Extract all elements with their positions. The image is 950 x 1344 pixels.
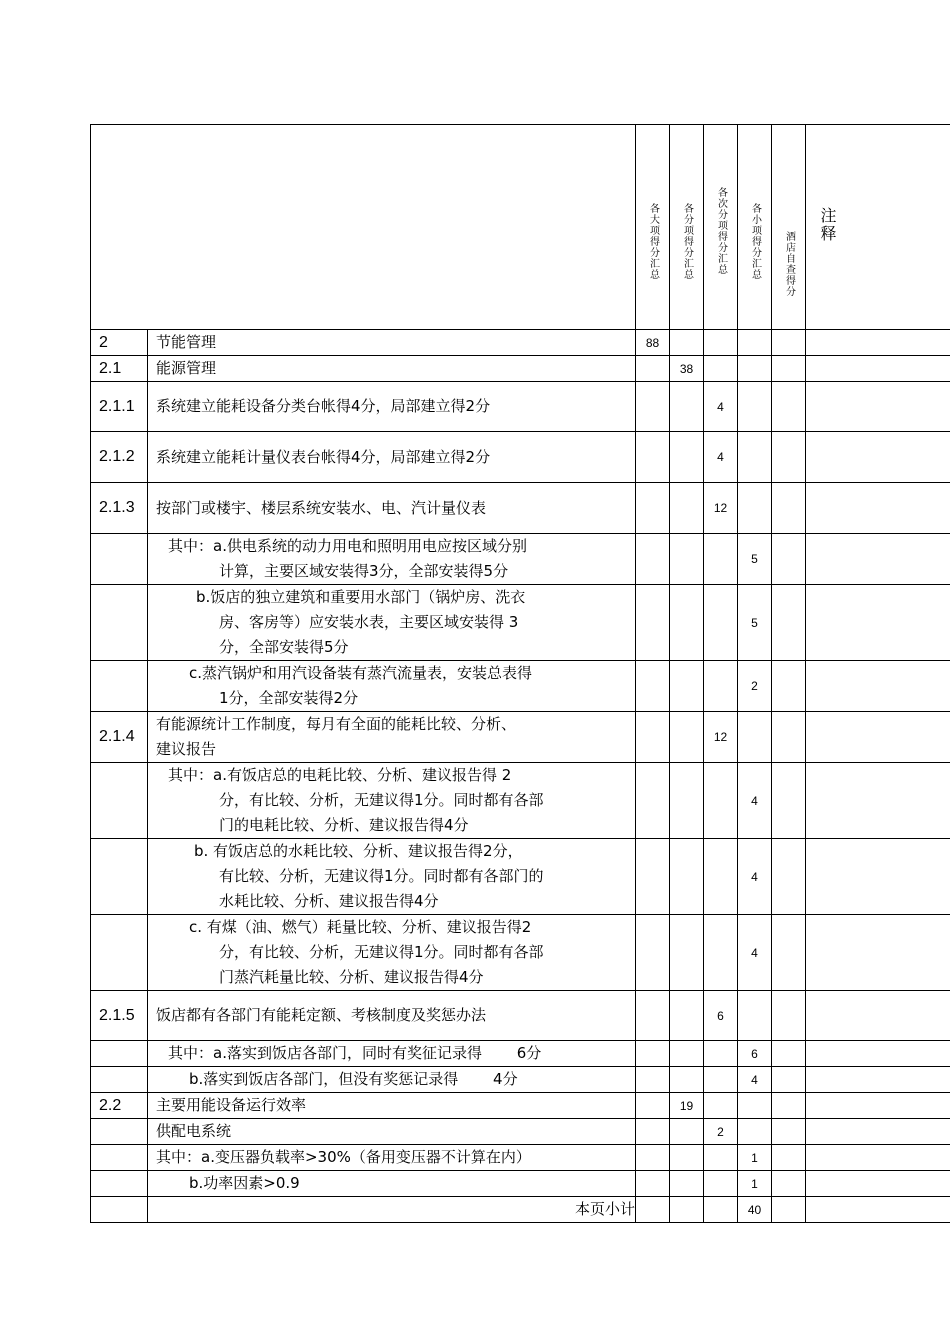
item-text: c. 有煤（油、燃气）耗量比较、分析、建议报告得2 分，有比较、分析，无建议得1分。同时都有各部 门蒸汽耗量比较、分析、建议报告得4分	[148, 915, 636, 991]
page-subtotal-value: 40	[738, 1197, 772, 1223]
table-row	[91, 356, 950, 382]
item-text: b.功率因素>0.9	[148, 1171, 636, 1197]
scoring-table	[90, 124, 950, 1223]
note-cell[interactable]	[806, 534, 950, 585]
score-secondary: 4	[704, 382, 738, 432]
self-check-cell[interactable]	[772, 1041, 806, 1067]
score-secondary: 12	[704, 712, 738, 763]
table-row	[91, 712, 950, 763]
table-row	[91, 382, 950, 432]
self-check-cell[interactable]	[772, 661, 806, 712]
header-row	[91, 125, 950, 330]
item-number: 2.1.5	[91, 991, 148, 1041]
item-text: 节能管理	[148, 330, 636, 356]
self-check-cell[interactable]	[772, 1145, 806, 1171]
item-text: 其中：a.供电系统的动力用电和照明用电应按区域分别 计算，主要区域安装得3分，全部安装得5分	[148, 534, 636, 585]
self-check-cell[interactable]	[772, 432, 806, 483]
table-row	[91, 1041, 950, 1067]
score-minor: 2	[738, 661, 772, 712]
score-sub: 19	[670, 1093, 704, 1119]
table-row	[91, 1145, 950, 1171]
self-check-cell[interactable]	[772, 991, 806, 1041]
self-check-cell[interactable]	[772, 382, 806, 432]
item-text: 系统建立能耗设备分类台帐得4分，局部建立得2分	[148, 382, 636, 432]
self-check-cell[interactable]	[772, 763, 806, 839]
note-cell[interactable]	[806, 1171, 950, 1197]
item-text: 能源管理	[148, 356, 636, 382]
score-minor: 1	[738, 1171, 772, 1197]
table-row	[91, 1093, 950, 1119]
note-cell[interactable]	[806, 382, 950, 432]
score-secondary: 4	[704, 432, 738, 483]
note-cell[interactable]	[806, 330, 950, 356]
page-subtotal-label: 本页小计	[148, 1197, 636, 1223]
header-blank-cell	[91, 125, 636, 330]
note-cell[interactable]	[806, 432, 950, 483]
note-cell[interactable]	[806, 991, 950, 1041]
self-check-cell[interactable]	[772, 585, 806, 661]
item-text: c.蒸汽锅炉和用汽设备装有蒸汽流量表，安装总表得 1分，全部安装得2分	[148, 661, 636, 712]
note-cell[interactable]	[806, 1145, 950, 1171]
note-cell[interactable]	[806, 1041, 950, 1067]
note-cell[interactable]	[806, 356, 950, 382]
note-cell[interactable]	[806, 712, 950, 763]
item-text: b. 有饭店总的水耗比较、分析、建议报告得2分， 有比较、分析，无建议得1分。同时都有各部门的 水耗比较、分析、建议报告得4分	[148, 839, 636, 915]
table-row	[91, 1067, 950, 1093]
item-text: 系统建立能耗计量仪表台帐得4分，局部建立得2分	[148, 432, 636, 483]
header-note: 注释	[806, 125, 950, 330]
note-cell[interactable]	[806, 1119, 950, 1145]
table-row	[91, 915, 950, 991]
score-minor: 4	[738, 763, 772, 839]
table-row	[91, 661, 950, 712]
item-text: b.落实到饭店各部门，但没有奖惩记录得 4分	[148, 1067, 636, 1093]
score-minor: 4	[738, 839, 772, 915]
note-cell[interactable]	[806, 661, 950, 712]
note-cell[interactable]	[806, 915, 950, 991]
self-check-cell[interactable]	[772, 839, 806, 915]
score-secondary: 12	[704, 483, 738, 534]
self-check-cell[interactable]	[772, 483, 806, 534]
item-text: 供配电系统	[148, 1119, 636, 1145]
note-cell[interactable]	[806, 1093, 950, 1119]
table-row	[91, 763, 950, 839]
self-check-cell[interactable]	[772, 915, 806, 991]
score-secondary: 6	[704, 991, 738, 1041]
table-row	[91, 991, 950, 1041]
item-text: b.饭店的独立建筑和重要用水部门（锅炉房、洗衣 房、客房等）应安装水表，主要区域安装得 3 分，全部安装得5分	[148, 585, 636, 661]
item-number: 2.1	[91, 356, 148, 382]
table-row	[91, 1171, 950, 1197]
self-check-cell[interactable]	[772, 712, 806, 763]
score-major: 88	[636, 330, 670, 356]
score-minor: 5	[738, 534, 772, 585]
item-number: 2.1.2	[91, 432, 148, 483]
header-major-total: 各大项得分汇总	[636, 125, 670, 330]
table-row	[91, 839, 950, 915]
header-secondary-total: 各次分项得分汇总	[704, 125, 738, 330]
item-text: 主要用能设备运行效率	[148, 1093, 636, 1119]
item-text: 其中：a.有饭店总的电耗比较、分析、建议报告得 2 分，有比较、分析，无建议得1分。同时都有各部 门的电耗比较、分析、建议报告得4分	[148, 763, 636, 839]
note-cell[interactable]	[806, 839, 950, 915]
score-minor: 4	[738, 1067, 772, 1093]
self-check-cell[interactable]	[772, 1093, 806, 1119]
self-check-cell[interactable]	[772, 534, 806, 585]
score-minor: 1	[738, 1145, 772, 1171]
table-row	[91, 483, 950, 534]
score-minor: 4	[738, 915, 772, 991]
score-sub: 38	[670, 356, 704, 382]
table-row	[91, 432, 950, 483]
note-cell[interactable]	[806, 1067, 950, 1093]
score-minor: 5	[738, 585, 772, 661]
self-check-cell[interactable]	[772, 1067, 806, 1093]
note-cell[interactable]	[806, 1197, 950, 1223]
self-check-cell[interactable]	[772, 1171, 806, 1197]
self-check-cell[interactable]	[772, 356, 806, 382]
item-text: 其中：a.变压器负载率>30%（备用变压器不计算在内）	[148, 1145, 636, 1171]
table-row	[91, 1119, 950, 1145]
item-text: 按部门或楼宇、楼层系统安装水、电、汽计量仪表	[148, 483, 636, 534]
item-number: 2.1.3	[91, 483, 148, 534]
self-check-cell[interactable]	[772, 1119, 806, 1145]
item-text: 饭店都有各部门有能耗定额、考核制度及奖惩办法	[148, 991, 636, 1041]
item-number: 2.2	[91, 1093, 148, 1119]
score-minor: 6	[738, 1041, 772, 1067]
table-row	[91, 585, 950, 661]
self-check-cell[interactable]	[772, 330, 806, 356]
item-number: 2	[91, 330, 148, 356]
header-self-check: 酒店自查得分	[772, 125, 806, 330]
item-text: 其中：a.落实到饭店各部门，同时有奖征记录得 6分	[148, 1041, 636, 1067]
item-number: 2.1.4	[91, 712, 148, 763]
subtotal-row	[91, 1197, 950, 1223]
note-cell[interactable]	[806, 483, 950, 534]
table-row	[91, 534, 950, 585]
header-minor-total: 各小项得分汇总	[738, 125, 772, 330]
item-number: 2.1.1	[91, 382, 148, 432]
item-text: 有能源统计工作制度，每月有全面的能耗比较、分析、 建议报告	[148, 712, 636, 763]
header-sub-total: 各分项得分汇总	[670, 125, 704, 330]
score-secondary: 2	[704, 1119, 738, 1145]
note-cell[interactable]	[806, 585, 950, 661]
note-cell[interactable]	[806, 763, 950, 839]
table-row	[91, 330, 950, 356]
self-check-cell[interactable]	[772, 1197, 806, 1223]
